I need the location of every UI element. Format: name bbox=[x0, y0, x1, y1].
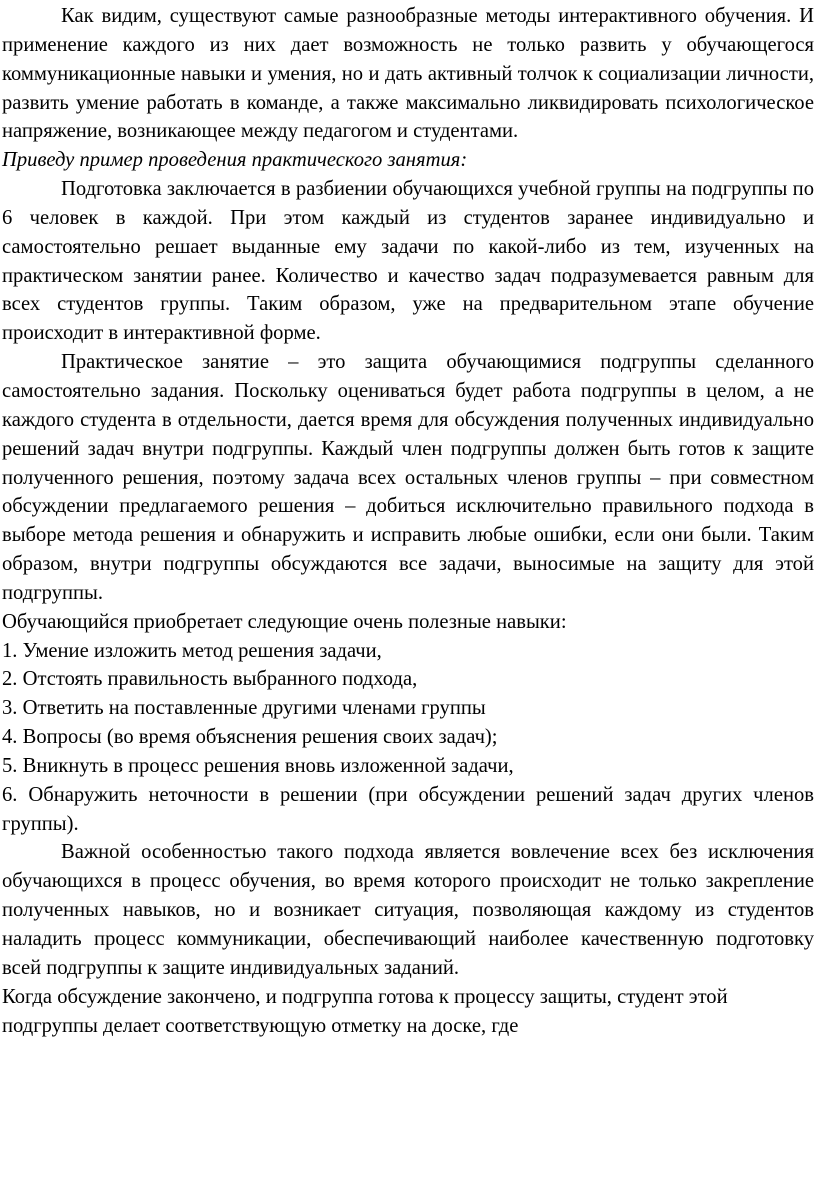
list-item: 5. Вникнуть в процесс решения вновь изложенной задачи, bbox=[2, 754, 514, 777]
list-item: 6. Обнаружить неточности в решении (при обсуждении решений задач других членов группы). bbox=[2, 783, 814, 835]
preparation-paragraph: Подготовка заключается в разбиении обучающихся учебной группы на подгруппы по 6 человек в каждой. При этом каждый из студентов заранее индивидуально и самостоятельно решает выданные ему задачи по какой-либо из тем, изученных на практическом занятии ранее. Количество и качество задач подразумевается равным для всех студентов группы. Таким образом, уже на предварительном этапе обучение происходит в интерактивной форме. bbox=[2, 178, 814, 345]
skills-intro: Обучающийся приобретает следующие очень полезные навыки: bbox=[2, 610, 567, 633]
list-item: 4. Вопросы (во время объяснения решения своих задач); bbox=[2, 726, 498, 749]
intro-paragraph: Как видим, существуют самые разнообразные методы интерактивного обучения. И применение каждого из них дает возможность не только развить у обучающегося коммуникационные навыки и умения, но и дать активный толчок к социализации личности, развить умение работать в команде, а также максимально ликвидировать психологическое напряжение, возникающее между педагогом и студентами. bbox=[2, 5, 814, 143]
list-item: 3. Ответить на поставленные другими членами группы bbox=[2, 697, 486, 720]
list-item: 1. Умение изложить метод решения задачи, bbox=[2, 639, 382, 662]
practical-lesson-paragraph: Практическое занятие – это защита обучающимися подгруппы сделанного самостоятельно задания. Поскольку оцениваться будет работа подгруппы в целом, а не каждого студента в отдельности, дается время для обсуждения полученных индивидуально решений задач внутри подгруппы. Каждый член подгруппы должен быть готов к защите полученного решения, поэтому задача всех остальных членов группы – при совместном обсуждении предлагаемого решения – добиться исключительно правильного подхода в выборе метода решения и обнаружить и исправить любые ошибки, если они были. Таким образом, внутри подгруппы обсуждаются все задачи, выносимые на защиту для этой подгруппы. bbox=[2, 351, 814, 604]
key-feature-paragraph: Важной особенностью такого подхода является вовлечение всех без исключения обучающихся в процесс обучения, во время которого происходит не только закрепление полученных навыков, но и возникает ситуация, позволяющая каждому из студентов наладить процесс коммуникации, обеспечивающий наиболее качественную подготовку всей подгруппы к защите индивидуальных заданий. bbox=[2, 841, 814, 979]
skills-list bbox=[2, 637, 814, 839]
list-item: 2. Отстоять правильность выбранного подхода, bbox=[2, 668, 418, 691]
example-heading: Приведу пример проведения практического занятия: bbox=[2, 149, 468, 172]
final-paragraph: Когда обсуждение закончено, и подгруппа готова к процессу защиты, студент этой подгруппы делает соответствующую отметку на доске, где bbox=[2, 985, 728, 1037]
